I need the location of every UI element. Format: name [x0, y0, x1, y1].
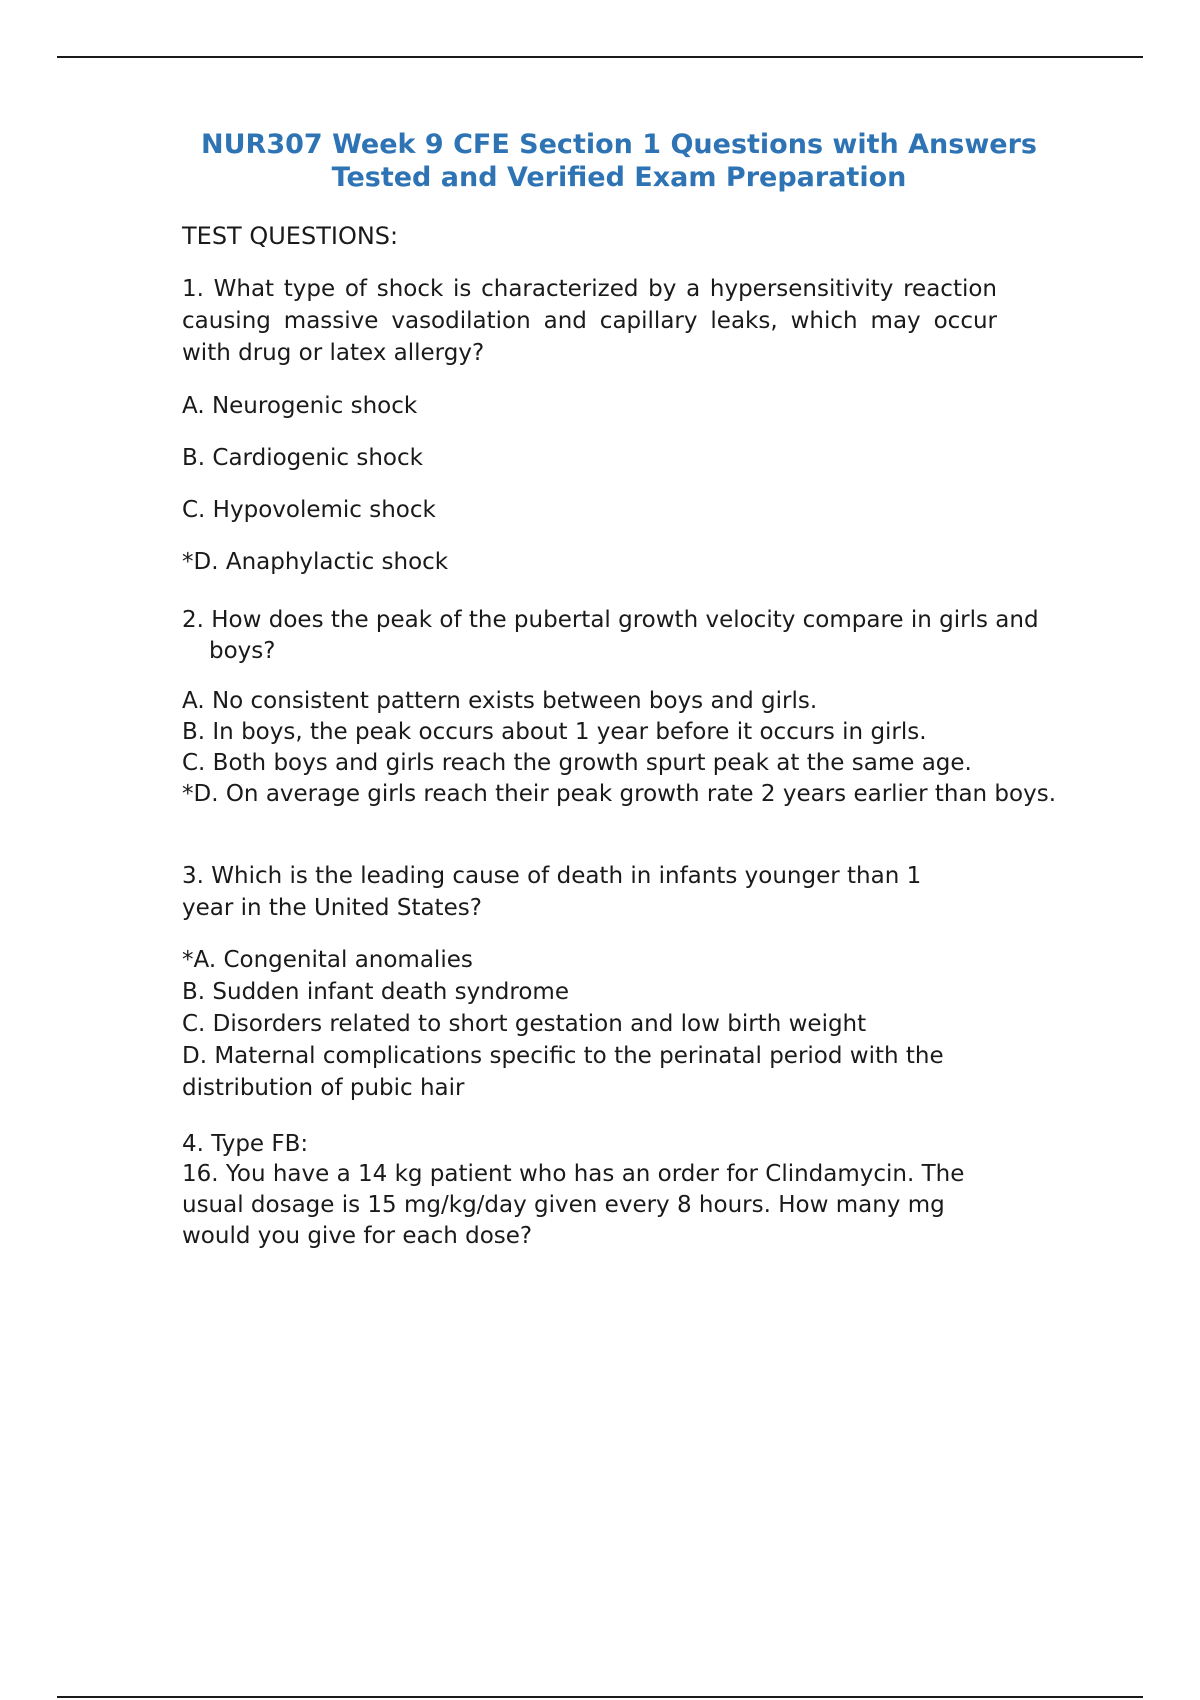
- question-3-stem-line-1: 3. Which is the leading cause of death in infants younger than 1: [182, 863, 922, 889]
- question-1-stem: 1. What type of shock is characterized by a hypersensitivity reaction causing massive vasodilation and capillary leaks, which may occur with drug or latex allergy?: [182, 276, 997, 366]
- question-4-sub-stem: 16. You have a 14 kg patient who has an order for Clindamycin. The usual dosage is 15 mg/kg/day given every 8 hours. How many mg would you give for each dose?: [182, 1161, 965, 1249]
- bottom-rule: [57, 1696, 1143, 1698]
- question-2-option-c: C. Both boys and girls reach the growth spurt peak at the same age.: [182, 750, 972, 776]
- section-heading: TEST QUESTIONS:: [182, 222, 399, 250]
- question-3-option-b: B. Sudden infant death syndrome: [182, 979, 569, 1005]
- question-3-option-c: C. Disorders related to short gestation and low birth weight: [182, 1011, 867, 1037]
- question-3-stem-line-2: year in the United States?: [182, 895, 482, 921]
- document-title: NUR307 Week 9 CFE Section 1 Questions with Answers Tested and Verified Exam Preparation: [201, 129, 1037, 193]
- question-2-stem: 2. How does the peak of the pubertal growth velocity compare in girls and boys?: [182, 607, 1039, 664]
- question-2-option-b: B. In boys, the peak occurs about 1 year before it occurs in girls.: [182, 719, 927, 745]
- question-1-option-b: B. Cardiogenic shock: [182, 445, 423, 471]
- top-rule: [57, 56, 1143, 58]
- question-2-option-a: A. No consistent pattern exists between boys and girls.: [182, 688, 818, 714]
- question-1-option-c: C. Hypovolemic shock: [182, 497, 436, 523]
- question-1-option-d: *D. Anaphylactic shock: [182, 549, 449, 575]
- question-3-option-a: *A. Congenital anomalies: [182, 947, 473, 973]
- question-3-option-d: D. Maternal complications specific to the perinatal period with the distribution of pubic hair: [182, 1043, 944, 1101]
- question-1-option-a: A. Neurogenic shock: [182, 393, 418, 419]
- question-4-stem: 4. Type FB:: [182, 1131, 309, 1157]
- question-2-option-d: *D. On average girls reach their peak growth rate 2 years earlier than boys.: [182, 781, 1056, 807]
